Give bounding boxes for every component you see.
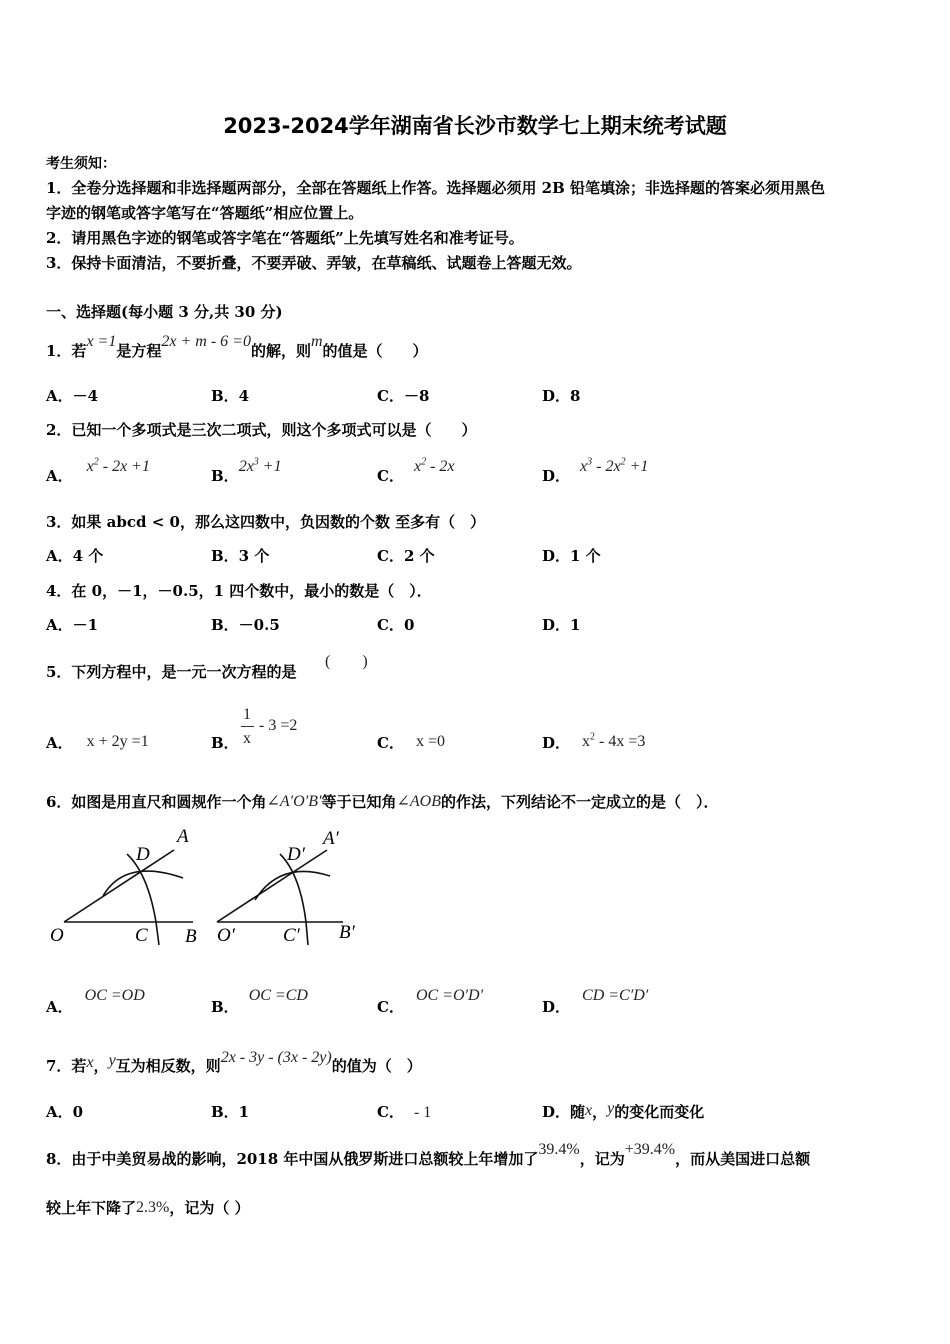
q2-stem: 2．已知一个多项式是三次二项式，则这个多项式可以是（ ） [46, 421, 477, 439]
q5-option-c: C． x =0 [377, 733, 445, 752]
figure-angle-a-prime-o-prime-b-prime [217, 850, 343, 945]
q7-stem: 7．若x，y互为相反数，则2x - 3y - (3x - 2y)的值为（ ） [46, 1049, 422, 1075]
q7-option-c: C． - 1 [377, 1103, 432, 1121]
q1-option-c: C．－8 [377, 387, 430, 405]
notice-line-1: 1．全卷分选择题和非选择题两部分，全部在答题纸上作答。选择题必须用 2B 铅笔填涂；非选择题的答案必须用黑色 [46, 179, 826, 197]
q1-option-b: B．4 [211, 387, 250, 405]
label-b: B [185, 926, 197, 947]
q4-option-a: A．－1 [46, 616, 99, 634]
label-b-prime: B′ [339, 922, 355, 943]
label-a: A [177, 826, 189, 847]
q1-option-d: D．8 [542, 387, 581, 405]
label-c: C [135, 925, 148, 946]
q4-option-b: B．－0.5 [211, 616, 280, 634]
label-c-prime: C′ [283, 925, 300, 946]
q5-answer-paren: ( ) [325, 653, 368, 670]
q1-stem: 1．若x =1是方程2x + m - 6 =0的解，则m的值是（ ） [46, 333, 428, 360]
q5-option-d: D． $x^2 - 4x =3$ [542, 731, 646, 752]
q8-stem-line-2: 较上年下降了2.3%，记为（ ） [46, 1199, 250, 1217]
q5-option-a: A． x + 2y =1 [46, 733, 149, 752]
q2-option-c: C．$x^2 - 2x$ [377, 456, 455, 485]
q2-option-d: D．$x^3 - 2x^2 +1$ [542, 456, 649, 485]
q5-stem: 5．下列方程中，是一元一次方程的是 [46, 663, 297, 681]
q6-stem: 6．如图是用直尺和圆规作一个角∠A′O′B′等于已知角∠AOB的作法，下列结论不一定成立的是（ ）． [46, 793, 719, 811]
label-a-prime: A′ [323, 828, 339, 849]
q6-option-b: B．OC =CD [211, 987, 308, 1016]
notice-line-3: 3．保持卡面清洁，不要折叠，不要弄破、弄皱，在草稿纸、试题卷上答题无效。 [46, 254, 582, 272]
label-d-prime: D′ [287, 844, 305, 865]
q6-option-d: D．CD =C′D′ [542, 987, 649, 1016]
q5-option-b-numerator: 1 [243, 706, 251, 723]
q2-option-b: B．$2x^3 +1$ [211, 456, 282, 485]
arc-d-prime-intersection [255, 871, 330, 900]
q7-option-a: A．0 [46, 1103, 84, 1121]
q3-option-c: C．2 个 [377, 547, 435, 565]
notice-line-1b: 字迹的钢笔或答字笔写在“答题纸”相应位置上。 [46, 204, 364, 222]
arc-d-intersection [103, 871, 183, 896]
q3-option-a: A．4 个 [46, 547, 104, 565]
label-o-prime: O′ [217, 925, 235, 946]
q5-option-b-rest: - 3 =2 [259, 717, 298, 734]
q1-option-a: A．－4 [46, 387, 99, 405]
fraction-bar [241, 726, 254, 727]
q2-option-a: A．$x^2 - 2x +1$ [46, 456, 150, 485]
page-title: 2023-2024学年湖南省长沙市数学七上期末统考试题 [223, 114, 727, 138]
q5-option-b-label: B． [211, 734, 239, 752]
notice-heading: 考生须知： [46, 156, 116, 172]
ray-o-prime-a-prime [217, 850, 327, 922]
q7-option-d: D．随x，y的变化而变化 [542, 1100, 705, 1121]
label-o: O [50, 925, 64, 946]
q5-option-b-denominator: x [243, 730, 251, 747]
q8-stem-line-1: 8．由于中美贸易战的影响，2018 年中国从俄罗斯进口总额较上年增加了39.4%，记为+39.4%，而从美国进口总额 [46, 1141, 811, 1168]
ray-oa [64, 850, 174, 922]
q6-option-a: A．OC =OD [46, 987, 145, 1016]
label-d: D [136, 844, 150, 865]
q4-option-d: D．1 [542, 616, 581, 634]
section-heading: 一、选择题(每小题 3 分,共 30 分) [46, 303, 283, 321]
figure-angle-aob [64, 850, 193, 945]
q6-option-c: C．OC =O′D′ [377, 987, 484, 1016]
q4-option-c: C．0 [377, 616, 415, 634]
q3-option-b: B．3 个 [211, 547, 270, 565]
q3-option-d: D．1 个 [542, 547, 601, 565]
q7-option-b: B．1 [211, 1103, 250, 1121]
notice-line-2: 2．请用黑色字迹的钢笔或答字笔在“答题纸”上先填写姓名和准考证号。 [46, 229, 524, 247]
construction-figures [40, 820, 380, 950]
q4-stem: 4．在 0，－1，－0.5，1 四个数中，最小的数是（ ）． [46, 582, 432, 600]
q3-stem: 3．如果 abcd < 0，那么这四数中，负因数的个数 至多有（ ） [46, 513, 486, 531]
